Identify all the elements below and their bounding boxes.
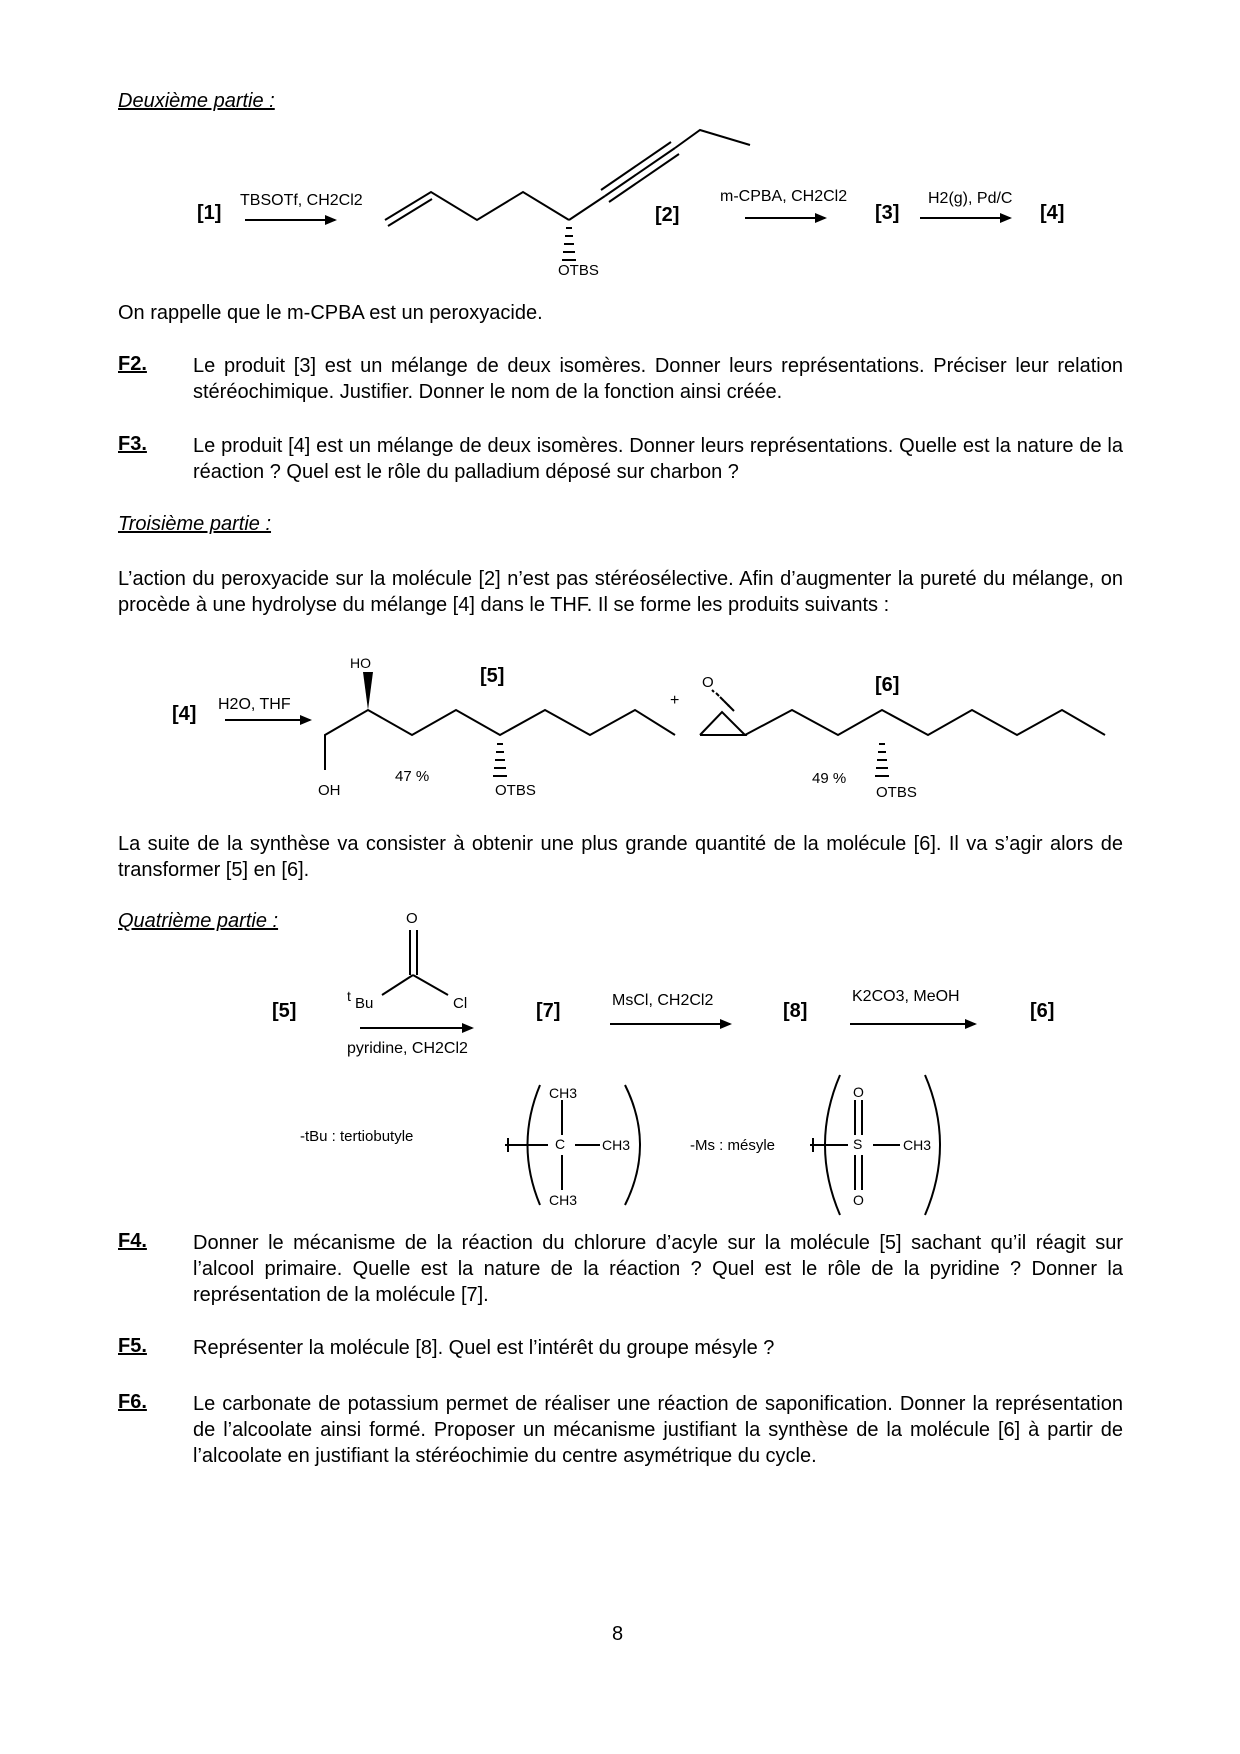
tbu-c-label: C <box>555 1136 566 1152</box>
question-text-f4: Donner le mécanisme de la réaction du chlorure d’acyle sur la molécule [5] sachant qu’il réagit sur l’alcool primaire. Quelle est la nature de la réaction ? Quel est le rôle de la pyridine ? Donner la représentation de la molécule [7]. <box>193 1232 1123 1306</box>
yield-6: 49 % <box>812 770 847 787</box>
question-number-f3: F3. <box>118 433 147 455</box>
ms-definition: -Ms : mésyle <box>690 1137 776 1154</box>
compound-5-label: [5] <box>480 665 505 687</box>
scheme-part2 <box>0 110 1240 280</box>
ms-o-bottom: O <box>853 1192 864 1208</box>
ho-label: HO <box>350 655 371 671</box>
reagent-k2co3: K2CO3, MeOH <box>852 988 960 1005</box>
compound-6-label: [6] <box>875 674 900 696</box>
compound-3-label: [3] <box>875 202 900 224</box>
plus-sign: + <box>670 692 680 709</box>
compound-8-label: [8] <box>783 1000 808 1022</box>
part3-heading: Troisième partie : <box>118 513 272 535</box>
tbu-ch3-bottom: CH3 <box>549 1192 578 1208</box>
reagent-mcpba: m-CPBA, CH2Cl2 <box>720 188 848 205</box>
reagent-tbsotf: TBSOTf, CH2Cl2 <box>240 192 363 209</box>
part3-outro: La suite de la synthèse va consister à obtenir une plus grande quantité de la molécule [6]. Il va s’agir alors de transformer [5] en [6]. <box>118 833 1123 881</box>
compound-6-label-part4: [6] <box>1030 1000 1055 1022</box>
question-text-f2: Le produit [3] est un mélange de deux isomères. Donner leurs représentations. Préciser leur relation stéréochimique. Justifier. Donner le nom de la fonction ainsi créée. <box>193 355 1123 403</box>
mcpba-note: On rappelle que le m-CPBA est un peroxyacide. <box>118 302 543 324</box>
compound-1-label: [1] <box>197 202 222 224</box>
question-number-f4: F4. <box>118 1230 147 1252</box>
yield-5: 47 % <box>395 768 430 785</box>
otbs-5-label: OTBS <box>495 782 536 799</box>
tbu-ch3-right: CH3 <box>602 1137 631 1153</box>
part2-heading: Deuxième partie : <box>118 90 275 112</box>
compound-5-label-part4: [5] <box>272 1000 297 1022</box>
compound-4-label: [4] <box>1040 202 1065 224</box>
otbs-6-label: OTBS <box>876 784 917 801</box>
question-number-f5: F5. <box>118 1335 147 1357</box>
otbs-label: OTBS <box>558 262 599 279</box>
reagent-h2-pdc: H2(g), Pd/C <box>928 190 1013 207</box>
question-text-f3: Le produit [4] est un mélange de deux isomères. Donner leurs représentations. Quelle est la nature de la réaction ? Quel est le rôle du palladium déposé sur charbon ? <box>193 435 1123 483</box>
page-number: 8 <box>612 1623 624 1645</box>
ms-o-top: O <box>853 1084 864 1100</box>
scheme-part2-structure <box>0 110 1240 280</box>
question-text-f6: Le carbonate de potassium permet de réaliser une réaction de saponification. Donner la représentation de l’alcoolate ainsi formé. Proposer un mécanisme justifiant la synthèse de la molécule [6] à partir de l’alcoolate en justifiant la stéréochimie du centre asymétrique du cycle. <box>193 1393 1123 1467</box>
part4-heading: Quatrième partie : <box>118 910 279 932</box>
cl-label: Cl <box>453 995 468 1012</box>
epoxide-o-label: O <box>702 674 714 691</box>
compound-4-label-part3: [4] <box>172 703 197 725</box>
reagent-pyridine: pyridine, CH2Cl2 <box>347 1040 468 1057</box>
ms-ch3-right: CH3 <box>903 1137 932 1153</box>
compound-7-label: [7] <box>536 1000 561 1022</box>
oh-label: OH <box>318 782 341 799</box>
tbu-label: Bu <box>355 995 374 1012</box>
scheme-part3 <box>0 650 1240 800</box>
scheme-part4 <box>0 900 1240 1230</box>
tbu-t-sup: t <box>347 988 351 1004</box>
part3-intro: L’action du peroxyacide sur la molécule [2] n’est pas stéréosélective. Afin d’augmenter la pureté du mélange, on procède à une hydrolyse du mélange [4] dans le THF. Il se forme les produits suivants : <box>118 568 1123 616</box>
compound-2-label: [2] <box>655 204 680 226</box>
scheme-part4-structure <box>0 900 1240 1230</box>
carbonyl-o-label: O <box>406 910 418 927</box>
reagent-mscl: MsCl, CH2Cl2 <box>612 992 714 1009</box>
reagent-h2o-thf: H2O, THF <box>218 696 291 713</box>
question-text-f5: Représenter la molécule [8]. Quel est l’intérêt du groupe mésyle ? <box>193 1337 775 1359</box>
tbu-ch3-top: CH3 <box>549 1085 578 1101</box>
ms-s-label: S <box>853 1136 863 1152</box>
tbu-definition: -tBu : tertiobutyle <box>300 1128 414 1145</box>
question-number-f6: F6. <box>118 1391 147 1413</box>
question-number-f2: F2. <box>118 353 147 375</box>
